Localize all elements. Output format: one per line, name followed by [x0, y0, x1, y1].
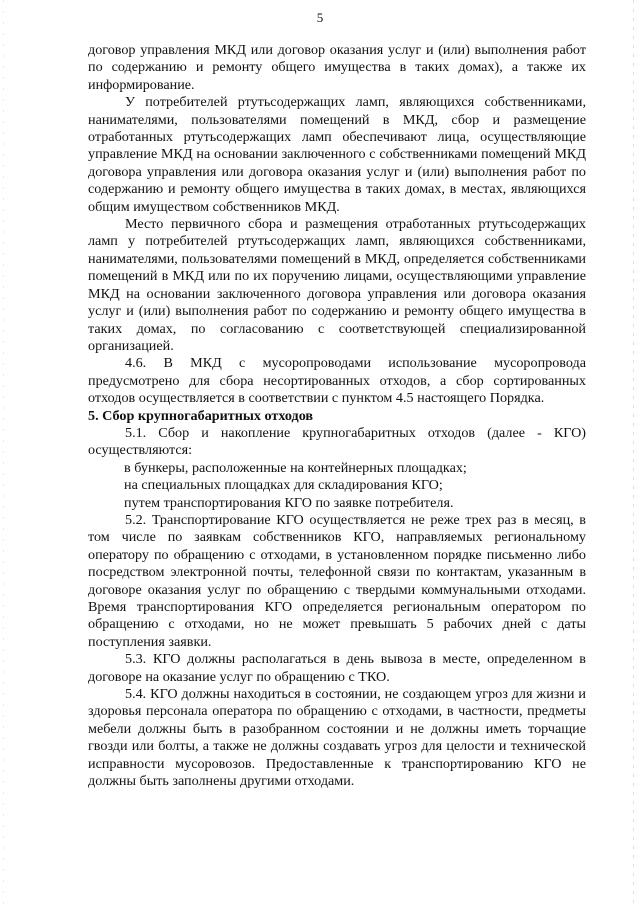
- paragraph-continuation: договор управления МКД или договор оказания услуг и (или) выполнения работ по содержанию и ремонту общего имущества в таких домах), а также их информирование.: [88, 42, 586, 93]
- scan-artifact-left: [3, 0, 4, 905]
- paragraph-mercury-lamps-collection: У потребителей ртутьсодержащих ламп, являющихся собственниками, нанимателями, пользователями помещений в МКД, сбор и размещение отработанных ртутьсодержащих ламп обеспечивают лица, осуществляющие управление МКД на основании заключенного с собственниками помещений МКД договора управления или договора оказания услуг и (или) выполнения работ по содержанию и ремонту общего имущества в таких домах, в местах, являющихся общим имуществом собственников МКД.: [88, 94, 586, 215]
- paragraph-5-3: 5.3. КГО должны располагаться в день вывоза в месте, определенном в договоре на оказание услуг по обращению с ТКО.: [88, 651, 586, 685]
- scan-artifact-right: [633, 0, 634, 905]
- document-body: [88, 42, 586, 790]
- section-heading: 5. Сбор крупногабаритных отходов: [88, 407, 314, 424]
- paragraph-mercury-lamps-place: Место первичного сбора и размещения отработанных ртутьсодержащих ламп у потребителей ртутьсодержащих ламп, являющихся собственниками, нанимателями, пользователями помещений в МКД, определяется собственниками помещений в МКД или по их поручению лицами, осуществляющими управление МКД на основании заключенного договора управления или договора оказания услуг и (или) выполнения работ по содержанию и ремонту общего имущества в таких домах, по согласованию с соответствующей специализированной организацией.: [88, 216, 586, 354]
- paragraph-4-6: 4.6. В МКД с мусоропроводами использование мусоропровода предусмотрено для сбора несортированных отходов, а сбор сортированных отходов осуществляется в соответствии с пунктом 4.5 настоящего Порядка.: [88, 355, 586, 407]
- paragraph-5-4: 5.4. КГО должны находиться в состоянии, не создающем угроз для жизни и здоровья персонала оператора по обращению с отходами, в частности, предметы мебели должны быть в разобранном состоянии и не должны иметь торчащие гвозди или болты, а также не должны создавать угроз для целости и технической исправности мусоровозов. Предоставленные к транспортированию КГО не должны быть заполнены другими отходами.: [88, 686, 586, 790]
- paragraph-5-1: 5.1. Сбор и накопление крупногабаритных отходов (далее - КГО) осуществляются:: [88, 424, 586, 459]
- page-number: 5: [316, 10, 324, 25]
- paragraph-5-2: 5.2. Транспортирование КГО осуществляется не реже трех раз в месяц, в том числе по заявкам собственников КГО, направляемых региональному оператору по обращению с отходами, в установленном порядке письменно либо посредством электронной почты, телефонной связи по контактам, указанным в договоре оказания услуг по обращению с твердыми коммунальными отходами. Время транспортирования КГО определяется региональным оператором по обращению с отходами, но не может превышать 5 рабочих дней с даты поступления заявки.: [88, 511, 586, 650]
- list-item: путем транспортирования КГО по заявке потребителя.: [124, 494, 454, 511]
- list-item: в бункеры, расположенные на контейнерных площадках;: [124, 459, 467, 476]
- list-item: на специальных площадках для складирования КГО;: [124, 477, 443, 494]
